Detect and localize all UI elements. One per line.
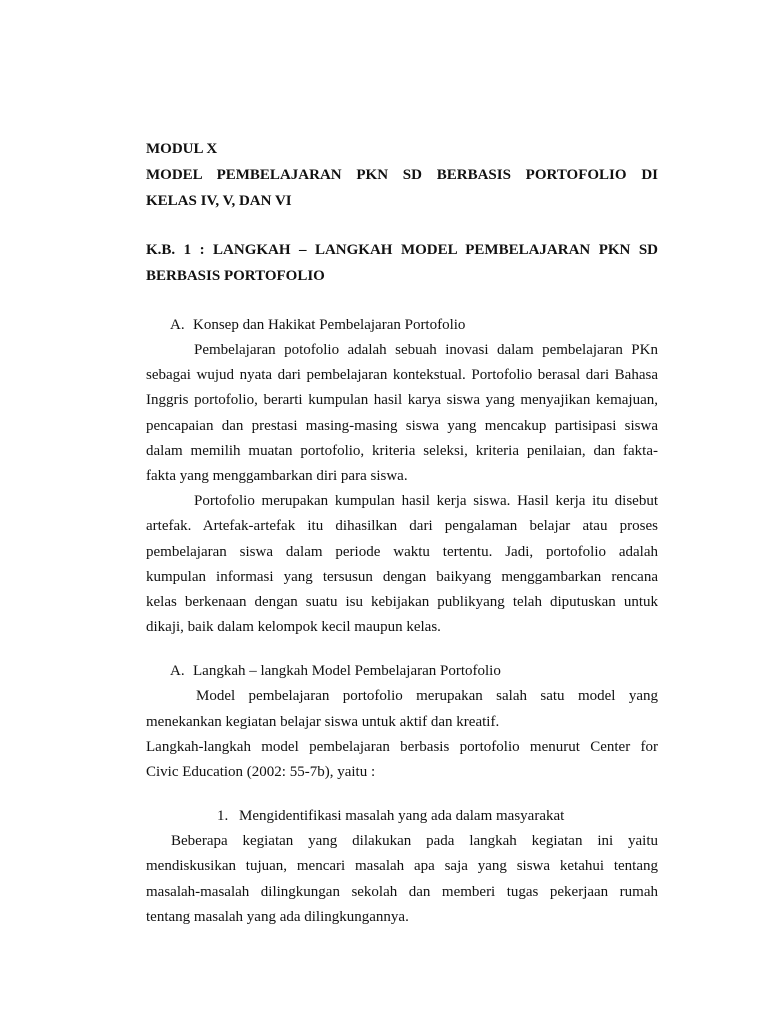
paragraph-line: pencapaian dan prestasi masing-masing siswa yang mencakup partisipasi siswa [146,417,658,434]
paragraph-line: kelas berkenaan dengan suatu isu kebijakan publikyang telah diputuskan untuk [146,594,658,611]
step-heading-1 [146,803,658,829]
paragraph-line: Inggris portofolio, berarti kumpulan hasil karya siswa yang menyajikan kemajuan, [146,392,658,409]
kb-title-line-1: K.B. 1 : LANGKAH – LANGKAH MODEL PEMBELAJARAN PKN SD [146,242,658,258]
spacer [146,785,658,803]
step-heading-text: Mengidentifikasi masalah yang ada dalam masyarakat [239,808,565,825]
step-number: 1. [217,808,229,825]
paragraph-line: Beberapa kegiatan yang dilakukan pada langkah kegiatan ini yaitu [171,833,658,850]
kb-title-line-2: BERBASIS PORTOFOLIO [146,268,325,284]
paragraph-steps-1 [146,684,658,734]
document-content [146,136,658,930]
module-title-line-2: KELAS IV, V, DAN VI [146,193,292,209]
paragraph-line: fakta yang menggambarkan diri para siswa. [146,468,408,485]
section-heading-concept [146,312,658,338]
spacer [146,214,658,237]
paragraph-line: Pembelajaran potofolio adalah sebuah inovasi dalam pembelajaran PKn [194,342,658,358]
paragraph-line: tentang masalah yang ada dilingkungannya. [146,908,409,925]
paragraph-line: masalah-masalah dilingkungan sekolah dan memberi tugas pekerjaan rumah [146,883,658,900]
paragraph-line: pembelajaran siswa dalam periode waktu tertentu. Jadi, portofolio adalah [146,543,658,560]
paragraph-line: mendiskusikan tujuan, mencari masalah apa saja yang siswa ketahui tentang [146,858,658,875]
paragraph-line: dikaji, baik dalam kelompok kecil maupun kelas. [146,619,441,636]
paragraph-line: sebagai wujud nyata dari pembelajaran kontekstual. Portofolio berasal dari Bahasa [146,367,658,384]
paragraph-concept-1 [146,338,658,489]
paragraph-step-1 [146,829,658,930]
paragraph-line: Portofolio merupakan kumpulan hasil kerja siswa. Hasil kerja itu disebut [194,493,658,510]
section-heading-text: Langkah – langkah Model Pembelajaran Portofolio [193,663,501,680]
section-marker: A. [170,663,185,680]
paragraph-concept-2 [146,489,658,640]
spacer [146,289,658,312]
paragraph-line: artefak. Artefak-artefak itu dihasilkan dari pengalaman belajar atau proses [146,518,658,535]
paragraph-line: Model pembelajaran portofolio merupakan salah satu model yang [196,688,658,705]
paragraph-line: dalam memilih muatan portofolio, kriteria seleksi, kriteria penilaian, dan fakta- [146,442,658,459]
paragraph-line: Civic Education (2002: 55-7b), yaitu : [146,764,376,781]
paragraph-steps-2 [146,735,658,785]
paragraph-line: Langkah-langkah model pembelajaran berbasis portofolio menurut Center for [146,738,658,755]
spacer [146,640,658,658]
section-marker: A. [170,317,185,333]
section-heading-text: Konsep dan Hakikat Pembelajaran Portofolio [193,317,466,333]
module-number: MODUL X [146,141,218,157]
paragraph-line: menekankan kegiatan belajar siswa untuk aktif dan kreatif. [146,713,500,730]
module-title-line-1: MODEL PEMBELAJARAN PKN SD BERBASIS PORTOFOLIO DI [146,167,658,183]
paragraph-line: kumpulan informasi yang tersusun dengan baikyang menggambarkan rencana [146,568,658,585]
section-heading-steps [146,658,658,684]
